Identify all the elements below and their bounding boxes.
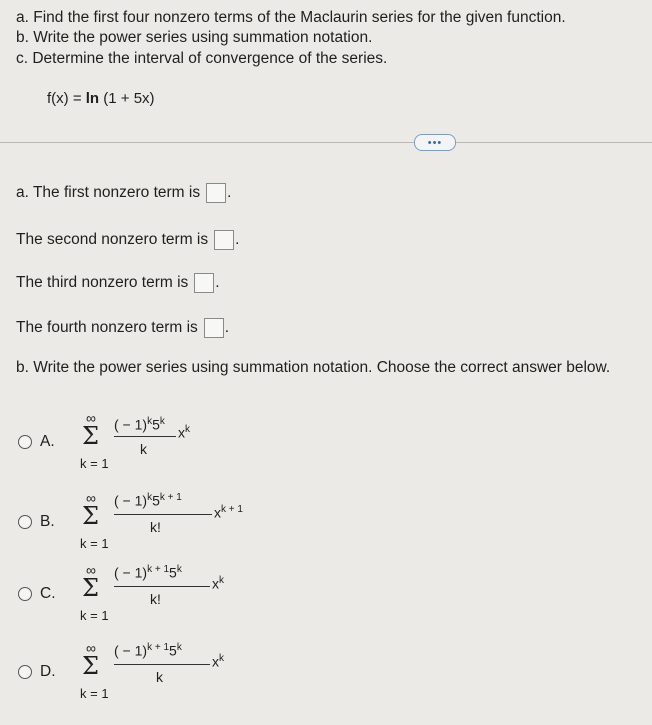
denominator: k!	[150, 519, 161, 535]
option-b[interactable]	[18, 490, 618, 570]
denominator: k!	[150, 591, 161, 607]
x-power: $x^k$	[212, 653, 224, 670]
part-b-prompt: b. Write the power series using summation notation. Choose the correct answer below.	[16, 359, 611, 376]
infinity-symbol: ∞	[86, 410, 96, 426]
sigma-symbol: Σ	[82, 502, 99, 530]
lower-limit: k = 1	[80, 608, 109, 623]
second-term-row	[16, 230, 239, 250]
period: .	[224, 319, 230, 336]
option-a[interactable]	[18, 410, 618, 490]
numerator: ( − $1)^{k + 1}5^k$	[114, 564, 182, 581]
option-a-label: A.	[40, 433, 55, 450]
fourth-term-row	[16, 318, 229, 338]
infinity-symbol: ∞	[86, 490, 96, 506]
first-term-row	[16, 183, 231, 203]
first-term-answer-box[interactable]	[206, 183, 226, 203]
instruction-a: a. Find the first four nonzero terms of the Maclaurin series for the given function.	[16, 9, 566, 26]
option-c-radio[interactable]	[18, 587, 32, 601]
x-power: $x^k$	[212, 575, 224, 592]
function-lhs: f(x) =	[47, 90, 86, 107]
option-a-radio[interactable]	[18, 435, 32, 449]
fraction-bar	[114, 586, 210, 587]
second-term-label: The second nonzero term is	[16, 231, 209, 248]
sigma-symbol: Σ	[82, 422, 99, 450]
numerator: ( − $1)^k5^{k + 1}$	[114, 492, 182, 509]
function-definition	[47, 90, 155, 107]
second-term-answer-box[interactable]	[214, 230, 234, 250]
third-term-label: The third nonzero term is	[16, 274, 189, 291]
period: .	[235, 231, 240, 248]
fourth-term-answer-box[interactable]	[204, 318, 224, 338]
option-d-label: D.	[40, 663, 56, 680]
option-d-radio[interactable]	[18, 665, 32, 679]
fourth-term-label: The fourth nonzero term is	[16, 319, 198, 336]
more-button[interactable]: •••	[414, 134, 456, 151]
function-arg: (1 + 5x)	[99, 90, 155, 107]
fraction-bar	[114, 514, 212, 515]
numerator: ( − $1)^k5^k$	[114, 416, 165, 433]
numerator: ( − $1)^{k + 1}5^k$	[114, 642, 182, 659]
instruction-b: b. Write the power series using summation notation.	[16, 29, 373, 46]
fraction-bar	[114, 436, 176, 437]
instruction-c: c. Determine the interval of convergence of the series.	[16, 50, 388, 67]
lower-limit: k = 1	[80, 686, 109, 701]
option-c-label: C.	[40, 585, 56, 602]
third-term-row	[16, 273, 220, 293]
third-term-answer-box[interactable]	[194, 273, 214, 293]
option-c[interactable]	[18, 562, 618, 650]
x-power: $x^k$	[178, 424, 190, 441]
option-b-label: B.	[40, 513, 55, 530]
option-d[interactable]	[18, 640, 618, 725]
section-divider	[0, 142, 652, 143]
denominator: k	[140, 441, 147, 457]
sigma-symbol: Σ	[82, 652, 99, 680]
period: .	[215, 274, 220, 291]
infinity-symbol: ∞	[86, 640, 96, 656]
fraction-bar	[114, 664, 210, 665]
period: .	[227, 184, 232, 201]
lower-limit: k = 1	[80, 536, 109, 551]
function-ln: ln	[85, 90, 100, 107]
lower-limit: k = 1	[80, 456, 109, 471]
denominator: k	[156, 669, 163, 685]
option-b-radio[interactable]	[18, 515, 32, 529]
x-power: $x^{k + 1}$	[214, 504, 243, 521]
first-term-label: a. The first nonzero term is	[16, 184, 201, 201]
infinity-symbol: ∞	[86, 562, 96, 578]
sigma-symbol: Σ	[82, 574, 99, 602]
